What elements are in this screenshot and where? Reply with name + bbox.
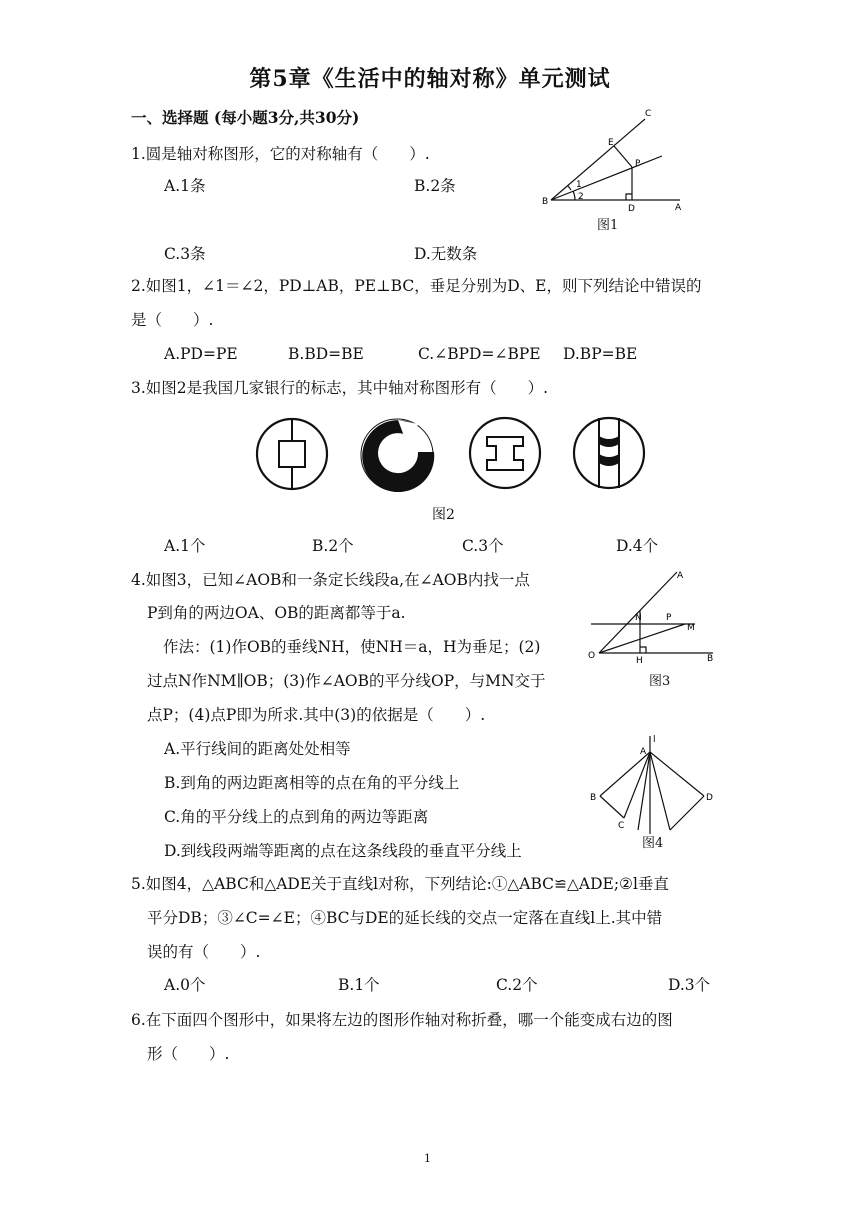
q1-option-c: C.3条 (164, 245, 206, 263)
question-6-line-1: 6.在下面四个图形中，如果将左边的图形作轴对称折叠，哪一个能变成右边的图 (131, 1011, 673, 1029)
fig1-label-d: D (628, 204, 635, 212)
q3-option-a: A.1个 (164, 537, 206, 555)
question-1-stem: 1.圆是轴对称图形，它的对称轴有（ ）. (131, 145, 430, 163)
fig3-label-a: A (677, 571, 684, 581)
fig3-label-b: B (707, 654, 714, 664)
question-2-line-1: 2.如图1，∠1＝∠2，PD⊥AB，PE⊥BC，垂足分别为D、E，则下列结论中错误的 (131, 277, 702, 295)
fig1-label-p: P (635, 159, 641, 169)
figure-4-caption: 图4 (642, 836, 664, 851)
bank-logo-2 (356, 412, 440, 492)
fig3-label-n: N (635, 613, 642, 623)
fig3-label-h: H (636, 656, 643, 666)
figure-3-caption: 图3 (649, 674, 671, 689)
q4-option-b: B.到角的两边距离相等的点在角的平分线上 (164, 774, 460, 792)
q4-option-a: A.平行线间的距离处处相等 (164, 740, 351, 758)
question-4-line-4: 过点N作NM∥OB；(3)作∠AOB的平分线OP，与MN交于 (147, 672, 546, 690)
section-heading: 一、选择题 (每小题3分,共30分) (131, 108, 360, 127)
fig1-label-a: A (675, 203, 682, 212)
fig1-label-c: C (645, 109, 652, 119)
figure-1 (535, 100, 695, 212)
fig4-label-a: A (640, 747, 647, 757)
question-3-stem: 3.如图2是我国几家银行的标志，其中轴对称图形有（ ）. (131, 379, 549, 397)
q2-option-c: C.∠BPD=∠BPE (418, 345, 541, 363)
figure-4 (578, 730, 728, 836)
fig3-label-m: M (687, 623, 695, 633)
fig4-label-b: B (590, 793, 597, 803)
question-4-line-3: 作法：(1)作OB的垂线NH，使NH＝a，H为垂足；(2) (163, 638, 541, 656)
q2-option-d: D.BP=BE (563, 345, 638, 363)
q5-option-b: B.1个 (338, 976, 380, 994)
q5-option-a: A.0个 (164, 976, 206, 994)
question-5-line-2: 平分DB；③∠C=∠E；④BC与DE的延长线的交点一定落在直线l上.其中错 (147, 909, 663, 927)
q3-option-c: C.3个 (462, 537, 504, 555)
q2-option-a: A.PD=PE (164, 345, 238, 363)
q1-option-d: D.无数条 (414, 245, 478, 263)
q5-option-d: D.3个 (668, 976, 711, 994)
question-4-line-5: 点P；(4)点P即为所求.其中(3)的依据是（ ）. (147, 706, 486, 724)
question-4-line-1: 4.如图3，已知∠AOB和一条定长线段a,在∠AOB内找一点 (131, 571, 530, 589)
bank-logo-1 (254, 416, 330, 492)
q2-option-b: B.BD=BE (288, 345, 364, 363)
bank-logo-3 (466, 414, 544, 492)
q1-option-b: B.2条 (414, 177, 456, 195)
question-4-line-2: P到角的两边OA、OB的距离都等于a. (147, 604, 406, 622)
fig1-angle-1: 1 (576, 180, 582, 190)
fig4-label-c: C (618, 821, 625, 831)
figure-2-caption: 图2 (432, 507, 455, 523)
q3-option-b: B.2个 (312, 537, 354, 555)
fig3-label-p: P (666, 613, 672, 623)
q4-option-c: C.角的平分线上的点到角的两边等距离 (164, 808, 429, 826)
question-5-line-1: 5.如图4，△ABC和△ADE关于直线l对称，下列结论:①△ABC≌△ADE;②l垂直 (131, 875, 669, 893)
question-5-line-3: 误的有（ ）. (147, 943, 261, 961)
fig4-label-d: D (706, 793, 713, 803)
fig1-label-e: E (608, 138, 614, 148)
q5-option-c: C.2个 (496, 976, 538, 994)
fig3-label-o: O (588, 651, 596, 661)
q4-option-d: D.到线段两端等距离的点在这条线段的垂直平分线上 (164, 842, 522, 860)
bank-logo-4 (570, 414, 648, 492)
figure-3 (585, 566, 720, 666)
page-title: 第5章《生活中的轴对称》单元测试 (249, 66, 611, 92)
fig1-angle-2: 2 (578, 192, 584, 202)
q1-option-a: A.1条 (164, 177, 206, 195)
question-6-line-2: 形（ ）. (147, 1045, 230, 1063)
figure-1-caption: 图1 (597, 218, 619, 233)
q3-option-d: D.4个 (616, 537, 659, 555)
fig4-label-l: l (653, 735, 656, 745)
question-2-line-2: 是（ ）. (131, 311, 214, 329)
fig1-label-b: B (542, 197, 549, 207)
page-number: 1 (424, 1152, 431, 1165)
